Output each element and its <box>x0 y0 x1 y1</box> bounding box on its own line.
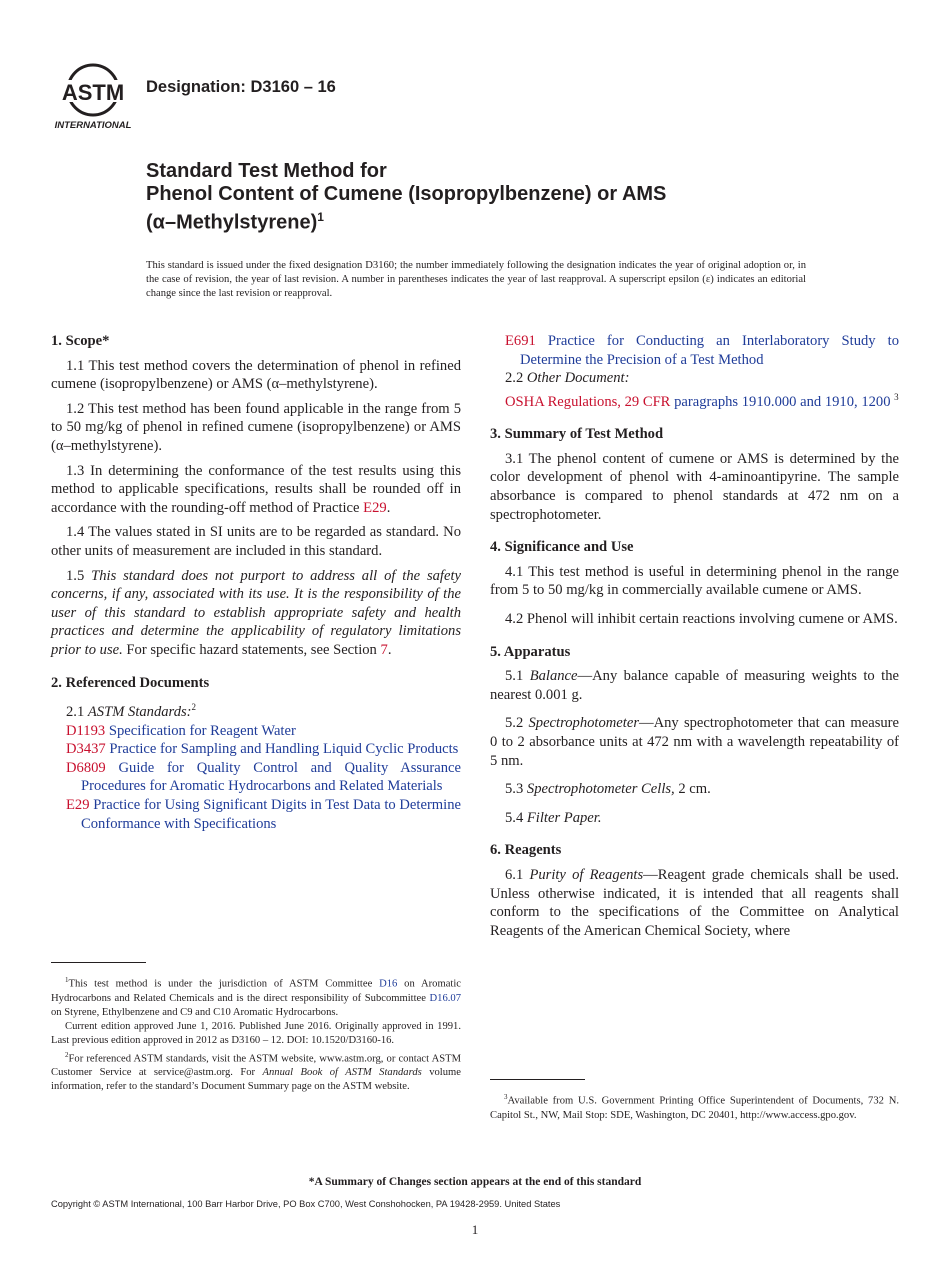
para-1-1: 1.1 This test method covers the determination of phenol in refined cumene (isopropylbenzene) or AMS (α–methylstyrene). <box>51 357 461 393</box>
title-line-3 <box>146 206 866 235</box>
para-5-2-text: —Any spectrophotometer that can measure 0 to 2 absorbance units at 472 nm with a wavelength repeatability of 5 nm. <box>490 715 900 769</box>
footnote-2-text-a: For referenced ASTM standards, visit the ASTM website, www.astm.org, or contact ASTM Customer Service at service@astm.org. For <box>51 1053 461 1079</box>
para-2-2 <box>490 369 899 388</box>
footnote-2 <box>51 1048 461 1095</box>
link-section-7[interactable]: 7 <box>380 641 388 658</box>
ref-code: OSHA Regulations, 29 CFR <box>505 393 671 410</box>
section-3-heading: 3. Summary of Test Method <box>490 426 664 443</box>
para-5-4 <box>490 809 899 828</box>
footnote-1-text-b: on Aromatic Hydrocarbons and Related Chemicals and is the direct responsibility of Subcommittee <box>51 978 462 1004</box>
para-4-1: 4.1 This test method is useful in determining phenol in the range from 5 to 50 mg/kg in commercially available cumene or AMS. <box>490 563 899 599</box>
link-e29[interactable]: E29 <box>363 499 387 516</box>
astm-logo-graphic <box>52 62 134 132</box>
para-6-1 <box>490 866 899 940</box>
section-1-heading: 1. Scope* <box>51 333 110 349</box>
para-5-1-term: Balance <box>529 668 578 685</box>
footnotes-left <box>51 973 461 1094</box>
footnote-1-edition: Current edition approved June 1, 2016. Published June 2016. Originally approved in 1991. Last previous edition approved in 2012 as D3160 – 12. DOI: 10.1520/D3160-16. <box>51 1020 461 1046</box>
para-5-1-num: 5.1 <box>505 668 530 685</box>
title-footnote-mark: 1 <box>317 210 324 224</box>
ref-text: Practice for Conducting an Interlaboratory Study to Determine the Precision of a Test Method <box>520 333 899 368</box>
footnotes-right <box>490 1090 899 1123</box>
ref-e29[interactable] <box>51 796 461 833</box>
para-1-5 <box>51 567 461 660</box>
ref-code: D3437 <box>66 741 106 758</box>
footnote-3 <box>490 1090 899 1123</box>
section-4-heading: 4. Significance and Use <box>490 539 634 556</box>
para-5-2 <box>490 714 899 770</box>
para-2-1 <box>51 698 461 721</box>
ref-code: D1193 <box>66 722 106 739</box>
para-2-2-label: Other Document: <box>526 370 630 387</box>
astm-logo <box>52 62 134 132</box>
para-1-5-end: . <box>387 641 392 658</box>
footnote-rule-right <box>490 1079 585 1080</box>
title-line-3-text: (α–Methylstyrene) <box>146 211 318 234</box>
footnote-rule-left <box>51 962 146 963</box>
para-6-1-num: 6.1 <box>505 866 530 883</box>
preface: This standard is issued under the fixed designation D3160; the number immediately following the designation indicates the year of original adoption or, in the case of revision, the year of last revision. A number in parentheses indicates the year of last reapproval. A superscript epsilon (ε) indicates an editorial change since the last revision or reapproval. <box>146 260 806 299</box>
page-number: 1 <box>471 1222 479 1237</box>
para-1-3 <box>51 462 461 518</box>
footnote-1 <box>51 973 461 1020</box>
title-line-1: Standard Test Method for <box>146 160 387 182</box>
footnote-3-text: Available from U.S. Government Printing Office Superintendent of Documents, 732 N. Capitol St., NW, Mail Stop: SDE, Washington, DC 20401, http://www.access.gpo.gov. <box>490 1095 899 1121</box>
para-6-1-term: Purity of Reagents <box>529 866 644 883</box>
ref-code: D6809 <box>66 759 106 776</box>
footnote-2-mark: 2 <box>65 1050 69 1059</box>
footnote-2-text-b: volume information, refer to the standard’s Document Summary page on the ASTM website. <box>51 1067 461 1093</box>
ref-text: Practice for Sampling and Handling Liquid Cyclic Products <box>109 741 459 758</box>
copyright-notice: Copyright © ASTM International, 100 Barr Harbor Drive, PO Box C700, West Conshohocken, PA 19428-2959. United States <box>51 1199 561 1209</box>
para-5-3-term: Spectrophotometer Cells, <box>526 781 675 798</box>
para-5-1-text: —Any balance capable of measuring weights to the nearest 0.001 g. <box>490 668 899 703</box>
link-d16-07[interactable]: D16.07 <box>429 992 461 1004</box>
para-1-5-num: 1.5 <box>66 567 92 584</box>
footnote-1-text-a: This test method is under the jurisdiction of ASTM Committee <box>68 978 380 990</box>
para-1-3-text: 1.3 In determining the conformance of the test results using this method to applicable specifications, results shall be rounded off in accordance with the rounding-off method of Practice <box>51 462 461 516</box>
footnote-3-mark: 3 <box>504 1093 508 1101</box>
para-5-1 <box>490 667 899 704</box>
para-5-4-term: Filter Paper. <box>526 809 602 826</box>
section-5-heading: 5. Apparatus <box>490 643 571 660</box>
para-1-5-italic: This standard does not purport to address all of the safety concerns, if any, associated with its use. It is the responsibility of the user of this standard to establish appropriate safety and health practices and determine the applicability of regulatory limitations prior to use. <box>51 567 461 658</box>
para-1-5-text: For specific hazard statements, see Section <box>122 641 381 658</box>
link-d16[interactable]: D16 <box>379 978 398 990</box>
footnote-mark-3: 3 <box>894 391 899 402</box>
ref-osha[interactable] <box>490 388 899 411</box>
title-line-2: Phenol Content of Cumene (Isopropylbenzene) or AMS <box>146 183 667 205</box>
left-column <box>51 332 461 833</box>
ref-d3437[interactable] <box>51 740 461 759</box>
ref-text: Guide for Quality Control and Quality Assurance Procedures for Aromatic Hydrocarbons and Related Materials <box>81 759 462 795</box>
document-title <box>146 160 866 235</box>
logo-letters: ASTM <box>61 80 125 105</box>
ref-code: E29 <box>66 796 90 813</box>
para-5-2-num: 5.2 <box>505 715 529 732</box>
summary-of-changes-note: *A Summary of Changes section appears at the end of this standard <box>308 1176 642 1188</box>
para-1-3-end: . <box>386 499 391 516</box>
ref-e691[interactable] <box>490 332 899 369</box>
para-5-3-text: 2 cm. <box>674 781 711 798</box>
section-2-heading: 2. Referenced Documents <box>51 674 210 691</box>
para-5-3 <box>490 780 899 799</box>
para-4-2: 4.2 Phenol will inhibit certain reactions involving cumene or AMS. <box>505 610 898 627</box>
para-1-2: 1.2 This test method has been found applicable in the range from 5 to 50 mg/kg of phenol in refined cumene (isopropylbenzene) or AMS (α–methylstyrene). <box>51 400 461 454</box>
para-6-1-text: —Reagent grade chemicals shall be used. Unless otherwise indicated, it is intended that all reagents shall conform to the specifications of the Committee on Analytical Reagents of the American Chemical Society, where <box>490 866 899 939</box>
footnote-1-mark: 1 <box>65 976 69 984</box>
para-3-1: 3.1 The phenol content of cumene or AMS is determined by the color development of phenol with 4-aminoantipyrine. The sample absorbance is compared to phenol standards at 472 nm on a spectrophotometer. <box>490 450 899 523</box>
footnote-1-text-c: on Styrene, Ethylbenzene and C9 and C10 Aromatic Hydrocarbons. <box>51 1006 339 1018</box>
para-2-2-num: 2.2 <box>505 370 527 387</box>
para-2-1-num: 2.1 <box>66 703 88 720</box>
ref-text: Practice for Using Significant Digits in Test Data to Determine Conformance with Specifications <box>81 796 461 832</box>
para-2-1-label: ASTM Standards: <box>87 703 192 720</box>
ref-text: paragraphs 1910.000 and 1910, 1200 <box>674 393 891 410</box>
ref-d1193[interactable] <box>51 722 461 741</box>
para-5-2-term: Spectrophotometer <box>528 715 639 732</box>
right-column <box>490 332 899 940</box>
logo-subtext: INTERNATIONAL <box>54 120 132 131</box>
ref-text: Specification for Reagent Water <box>108 722 296 739</box>
footnote-2-italic: Annual Book of ASTM Standards <box>262 1067 422 1079</box>
ref-code: E691 <box>505 333 536 349</box>
footnote-mark-2: 2 <box>191 702 197 713</box>
para-1-4: 1.4 The values stated in SI units are to be regarded as standard. No other units of measurement are included in this standard. <box>51 524 461 559</box>
ref-d6809[interactable] <box>51 759 461 796</box>
section-6-heading: 6. Reagents <box>490 842 562 859</box>
para-5-3-num: 5.3 <box>505 781 527 798</box>
designation: Designation: D3160 – 16 <box>146 78 336 96</box>
para-5-4-num: 5.4 <box>505 809 527 826</box>
